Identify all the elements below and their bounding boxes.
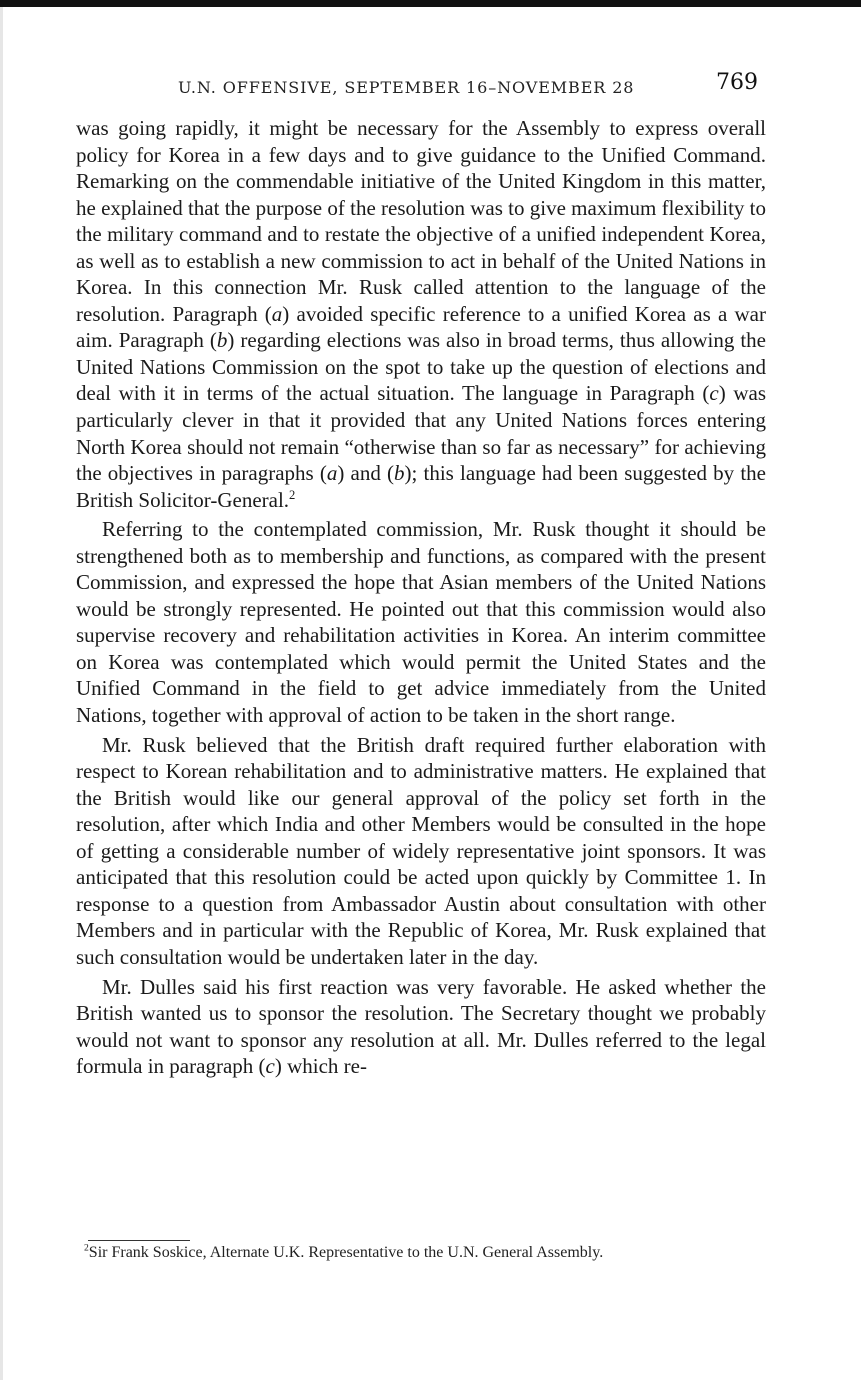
paragraph-3: Mr. Rusk believed that the British draft required further elaboration with respect to Korean rehabilitation and to administrative matters. He explained that the British would like our general approval of the policy set forth in the resolution, after which India and other Members would be consulted in the hope of getting a considerable number of widely representative joint sponsors. It was anticipated that this resolution could be acted upon quickly by Committee 1. In response to a question from Ambassador Austin about consultation with other Members and in particular with the Republic of Korea, Mr. Rusk explained that such consultation would be undertaken later in the day.: [76, 732, 766, 969]
page-number: 769: [716, 70, 758, 95]
running-title: U.N. OFFENSIVE, SEPTEMBER 16–NOVEMBER 28: [178, 78, 635, 97]
paragraph-2: Referring to the contemplated commission, Mr. Rusk thought it should be strengthened both as to membership and functions, as compared with the present Commission, and expressed the hope that Asian members of the United Nations would be strongly represented. He pointed out that this commission would also supervise recovery and rehabilitation activities in Korea. An interim committee on Korea was contemplated which would permit the United States and the Unified Command in the field to get advice immediately from the United Nations, together with approval of action to be taken in the short range.: [76, 517, 766, 728]
page-left-edge: [0, 7, 3, 1380]
body-text: [76, 115, 766, 1080]
footnote-2: [84, 1243, 768, 1263]
footnote-text: Sir Frank Soskice, Alternate U.K. Representative to the U.N. General Assembly.: [88, 1244, 604, 1261]
paragraph-1: was going rapidly, it might be necessary for the Assembly to express overall policy for Korea in a few days and to give guidance to the Unified Command. Remarking on the commendable initiative of the United Kingdom in this matter, he explained that the purpose of the resolution was to give maximum flexibility to the military command and to restate the objective of a unified independent Korea, as well as to establish a new commission to act in behalf of the United Nations in Korea. In this connection Mr. Rusk called attention to the language of the resolution. Paragraph (a) avoided specific reference to a unified Korea as a war aim. Paragraph (b) regarding elections was also in broad terms, thus allowing the United Nations Commission on the spot to take up the question of elections and deal with it in terms of the actual situation. The language in Paragraph (c) was particularly clever in that it provided that any United Nations forces entering North Korea should not remain “otherwise than so far as necessary” for achieving the objectives in paragraphs (a) and (b); this language had been suggested by the British Solicitor-General.$^2$: [76, 116, 766, 512]
footnote-marker: 2: [84, 1242, 89, 1254]
footnote-separator: [88, 1240, 190, 1241]
paragraph-4: Mr. Dulles said his first reaction was very favorable. He asked whether the British wanted us to sponsor the resolution. The Secretary thought we probably would not want to sponsor any resolution at all. Mr. Dulles referred to the legal formula in paragraph (c) which re-: [76, 974, 766, 1079]
footnote-reference: 2: [289, 487, 296, 502]
top-border-rule: [0, 0, 861, 7]
running-header: [76, 70, 766, 106]
